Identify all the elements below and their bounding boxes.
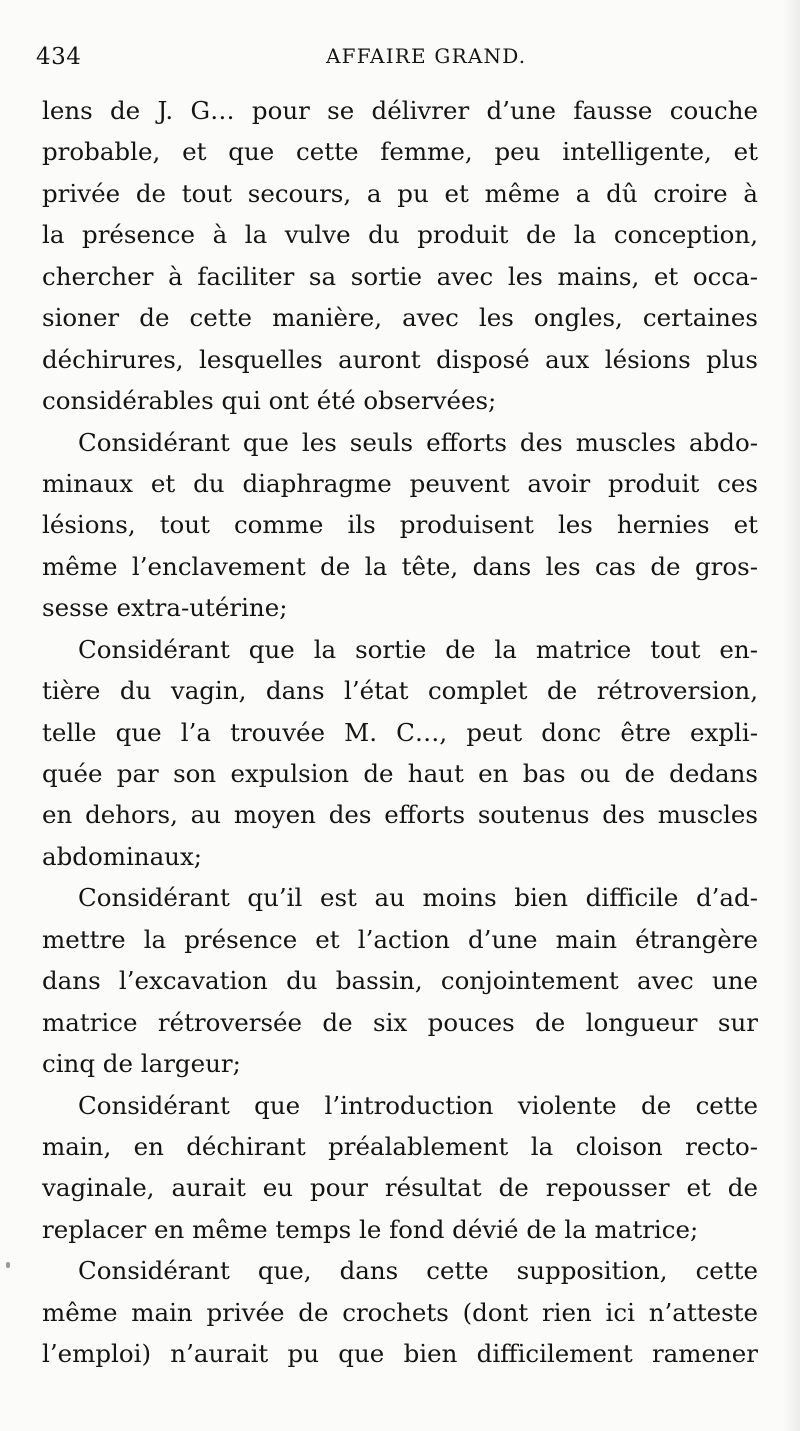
text-line: déchirures, lesquelles auront disposé aux lésions plus (42, 344, 758, 374)
text-line: main, en déchirant préalablement la cloison recto- (42, 1131, 758, 1161)
text-line: privée de tout secours, a pu et même a dû croire à (42, 178, 758, 208)
text-line: quée par son expulsion de haut en bas ou de dedans (42, 759, 758, 788)
text-line: abdominaux; (42, 841, 203, 871)
paragraph-start-line: Considérant que la sortie de la matrice tout en- (78, 634, 758, 664)
text-line: lésions, tout comme ils produisent les hernies et (42, 510, 758, 540)
paragraph-start-line: Considérant que, dans cette supposition, cette (78, 1256, 758, 1286)
text-line: cinq de largeur; (42, 1049, 241, 1079)
text-line: considérables qui ont été observées; (42, 386, 497, 416)
text-line: dans l’excavation du bassin, conjointement avec une (42, 966, 758, 996)
text-line: minaux et du diaphragme peuvent avoir produit ces (42, 468, 758, 498)
running-title: AFFAIRE GRAND. (326, 44, 527, 68)
text-line: sioner de cette manière, avec les ongles, certaines (42, 303, 758, 333)
text-line: probable, et que cette femme, peu intelligente, et (42, 137, 758, 167)
paragraph-start-line: Considérant que les seuls efforts des muscles abdo- (78, 427, 758, 457)
paragraph-start-line: Considérant que l’introduction violente de cette (78, 1090, 758, 1120)
text-line: l’emploi) n’aurait pu que bien difficilement ramener (42, 1339, 758, 1369)
text-line: matrice rétroversée de six pouces de longueur sur (42, 1007, 758, 1037)
body-text (42, 90, 758, 1375)
text-line: sesse extra-utérine; (42, 593, 288, 623)
text-line: mettre la présence et l’action d’une main étrangère (42, 924, 758, 954)
page-edge-shadow (782, 0, 800, 1431)
page-header (36, 44, 760, 74)
text-line: telle que l’a trouvée M. C…, peut donc être expli- (42, 717, 758, 747)
paragraph-start-line: Considérant qu’il est au moins bien difficile d’ad- (78, 883, 758, 913)
text-line: tière du vagin, dans l’état complet de rétroversion, (42, 676, 758, 706)
text-line: lens de J. G… pour se délivrer d’une fausse couche (42, 96, 758, 125)
text-line: replacer en même temps le fond dévié de la matrice; (42, 1214, 699, 1244)
text-line: vaginale, aurait eu pour résultat de repousser et de (42, 1173, 758, 1203)
page-number: 434 (36, 44, 82, 70)
text-line: la présence à la vulve du produit de la conception, (42, 220, 758, 250)
text-line: en dehors, au moyen des efforts soutenus des muscles (42, 800, 758, 830)
text-line: même main privée de crochets (dont rien ici n’atteste (42, 1297, 758, 1327)
text-line: même l’enclavement de la tête, dans les cas de gros- (42, 551, 758, 581)
text-line: chercher à faciliter sa sortie avec les mains, et occa- (42, 261, 758, 291)
ink-speck (6, 1262, 10, 1268)
